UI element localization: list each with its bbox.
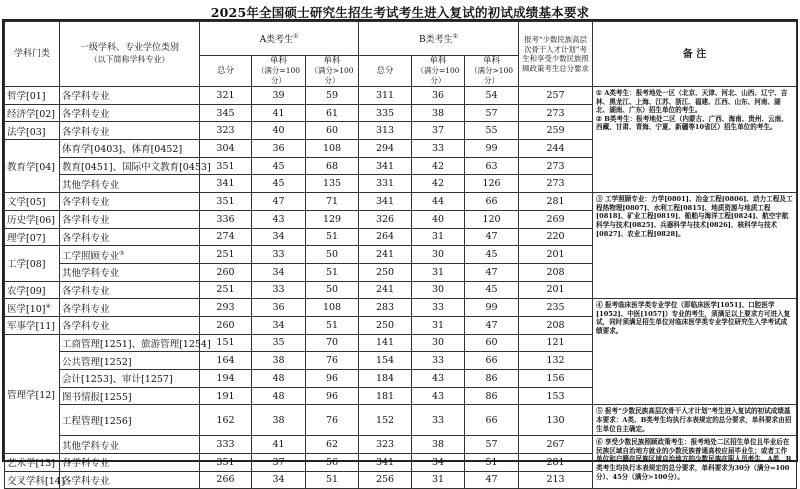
- score-b-single-100: 33: [412, 352, 465, 370]
- score-b-total: 152: [359, 405, 412, 436]
- score-a-single-gt100: 76: [306, 352, 359, 370]
- score-a-single-gt100: 56: [306, 453, 359, 471]
- score-b-single-100: 31: [412, 228, 465, 246]
- score-a-single-gt100: 68: [306, 157, 359, 175]
- category-cell: [5, 471, 65, 489]
- score-b-single-gt100: 120: [465, 210, 519, 228]
- score-b-single-100: 38: [412, 436, 465, 454]
- major-cell: [60, 157, 211, 175]
- score-b-single-gt100: 63: [465, 157, 519, 175]
- score-b-single-gt100: 126: [465, 175, 519, 193]
- header-b-single-100-label: 单科: [429, 56, 447, 66]
- score-b-single-gt100: 47: [465, 228, 519, 246]
- major-label: 公共管理[1252]: [62, 356, 132, 368]
- major-cell: [60, 299, 200, 317]
- score-b-single-100: 33: [412, 299, 465, 317]
- score-a-total: 162: [200, 405, 252, 436]
- category-cell: [5, 122, 60, 140]
- score-b-single-gt100: 57: [465, 436, 519, 454]
- score-b-total: 341: [359, 453, 412, 471]
- score-b-single-gt100: 99: [465, 299, 519, 317]
- score-a-single-100: 36: [252, 299, 306, 317]
- category-label: 管理学[12]: [7, 389, 56, 401]
- score-a-single-100: 48: [252, 387, 306, 405]
- score-b-single-gt100: 47: [465, 316, 519, 334]
- score-a-single-gt100: 51: [306, 471, 359, 489]
- score-b-single-100: 37: [412, 122, 465, 140]
- category-cell: [5, 334, 60, 453]
- header-a-single-100: [252, 56, 306, 87]
- score-a-total: 274: [200, 228, 252, 246]
- category-label: 哲学[01]: [7, 91, 46, 103]
- score-b-single-gt100: 66: [465, 352, 519, 370]
- footnote-marker: ④: [45, 302, 51, 310]
- table-row: [5, 405, 797, 436]
- score-b-single-100: 44: [412, 193, 465, 211]
- category-label: 教育学[04]: [7, 162, 56, 174]
- major-cell: [60, 263, 200, 281]
- header-group-b-label: B类考生: [419, 35, 453, 45]
- score-b-total: 250: [359, 263, 412, 281]
- major-label: 工商管理[1251]、旅游管理[1254]: [62, 338, 211, 350]
- score-b-total: 294: [359, 140, 412, 158]
- score-a-single-100: 34: [252, 471, 306, 489]
- score-b-total: 264: [359, 228, 412, 246]
- score-a-single-100: 45: [252, 157, 306, 175]
- score-a-total: 333: [200, 436, 252, 454]
- score-a-single-gt100: 51: [306, 263, 359, 281]
- score-b-single-gt100: 47: [465, 263, 519, 281]
- score-b-single-gt100: 86: [465, 370, 519, 388]
- category-label: 工学[08]: [7, 259, 46, 271]
- score-a-total: 321: [200, 87, 252, 105]
- major-label: 工程管理[1256]: [62, 416, 132, 428]
- score-b-total: 241: [359, 281, 412, 299]
- major-label: 各学科专业: [62, 285, 110, 297]
- major-label: 各学科专业: [62, 215, 110, 227]
- major-cell: [60, 352, 200, 370]
- major-label: 各学科专业: [62, 458, 110, 470]
- category-label: 军事学[11]: [7, 321, 56, 333]
- header-major-label: 一级学科、专业学位类别: [79, 43, 179, 53]
- score-b-single-gt100: 86: [465, 387, 519, 405]
- score-minority-total: 281: [519, 193, 593, 211]
- major-cell: [60, 122, 200, 140]
- major-label: 各学科专业: [62, 126, 110, 138]
- score-a-single-gt100: 108: [306, 140, 359, 158]
- score-minority-total: 156: [519, 370, 593, 388]
- score-b-total: 313: [359, 122, 412, 140]
- remarks-cell: [593, 436, 797, 489]
- score-a-single-gt100: 61: [306, 104, 359, 122]
- score-a-single-100: 48: [252, 370, 306, 388]
- score-minority-total: 208: [519, 263, 593, 281]
- major-cell: [60, 281, 200, 299]
- score-a-single-gt100: 129: [306, 210, 359, 228]
- score-minority-total: 244: [519, 140, 593, 158]
- score-b-total: 241: [359, 246, 412, 264]
- major-cell: [60, 436, 200, 454]
- header-b-single-100: [412, 56, 465, 87]
- score-minority-total: 121: [519, 334, 593, 352]
- score-a-total: 336: [200, 210, 252, 228]
- category-cell: [5, 281, 60, 299]
- score-b-single-100: 30: [412, 281, 465, 299]
- score-a-single-100: 38: [252, 352, 306, 370]
- score-a-single-gt100: 50: [306, 281, 359, 299]
- score-b-single-100: 31: [412, 263, 465, 281]
- score-minority-total: 269: [519, 210, 593, 228]
- score-a-total: 151: [200, 334, 252, 352]
- score-a-single-gt100: 70: [306, 334, 359, 352]
- score-a-total: 341: [200, 175, 252, 193]
- score-a-single-100: 34: [252, 316, 306, 334]
- major-cell: [60, 316, 200, 334]
- category-cell: [5, 104, 60, 122]
- score-b-total: 335: [359, 104, 412, 122]
- score-b-single-gt100: 55: [465, 122, 519, 140]
- remarks-cell: [593, 193, 797, 299]
- major-cell: [60, 246, 200, 264]
- header-group-a: A类考生①: [200, 22, 359, 56]
- score-a-total: 351: [200, 193, 252, 211]
- major-label: 其他学科专业: [62, 440, 120, 452]
- score-b-single-gt100: 47: [465, 471, 519, 489]
- score-a-single-gt100: 59: [306, 87, 359, 105]
- major-label: 其他学科专业: [62, 179, 120, 191]
- score-minority-total: 257: [519, 87, 593, 105]
- score-a-total: 194: [200, 370, 252, 388]
- score-minority-total: 201: [519, 246, 593, 264]
- major-label: 各学科专业: [62, 232, 110, 244]
- score-a-single-100: 33: [252, 281, 306, 299]
- header-major: [60, 22, 200, 87]
- category-label: 理学[07]: [7, 232, 46, 244]
- score-table-frame: [2, 19, 798, 487]
- category-cell: [5, 299, 60, 317]
- major-label: 其他学科专业: [62, 268, 120, 280]
- score-a-total: 293: [200, 299, 252, 317]
- header-remarks: 备 注: [593, 22, 797, 87]
- score-minority-total: 153: [519, 387, 593, 405]
- score-b-single-100: 31: [412, 316, 465, 334]
- score-a-single-gt100: 51: [306, 228, 359, 246]
- score-minority-total: 273: [519, 157, 593, 175]
- score-a-total: 323: [200, 122, 252, 140]
- header-b-single-gt100: [465, 56, 519, 87]
- score-a-total: 260: [200, 263, 252, 281]
- header-group-a-label: A类考生: [259, 35, 294, 45]
- remark-note: ④ 报考临床医学类专业学位（即临床医学[1051]、口腔医学[1052]、中医[1057]）专业的考生，须满足以上要求方可进入复试，同时须满足招生单位对临床医学类专业学位研究生入学考试成绩要求。: [596, 301, 791, 336]
- header-group-b: B类考生②: [359, 22, 519, 56]
- major-label: 各学科专业: [62, 91, 110, 103]
- score-b-single-100: 43: [412, 370, 465, 388]
- remark-note: ⑤ 报考“少数民族高层次骨干人才计划”考生进入复试的初试成绩基本要求：A类、B类考生均执行本表规定的总分要求，单科要求由招生单位自主确定。: [596, 407, 792, 433]
- score-a-total: 251: [200, 281, 252, 299]
- score-b-single-100: 34: [412, 453, 465, 471]
- header-a-single-gt100-sub: （满分>100分）: [310, 66, 354, 85]
- score-b-single-100: 43: [412, 387, 465, 405]
- score-b-total: 326: [359, 210, 412, 228]
- score-b-single-gt100: 99: [465, 140, 519, 158]
- major-cell: [60, 193, 200, 211]
- score-minority-total: 281: [519, 453, 593, 471]
- score-a-single-gt100: 62: [306, 436, 359, 454]
- header-major-sub: （以下简称学科专业）: [89, 55, 170, 64]
- score-a-total: 351: [200, 453, 252, 471]
- score-a-single-100: 41: [252, 436, 306, 454]
- header-b-total: 总分: [359, 56, 412, 87]
- category-label: 医学[10]: [7, 303, 46, 315]
- score-a-total: 260: [200, 316, 252, 334]
- score-table: [4, 21, 797, 489]
- category-label: 交叉学科[14]: [7, 475, 65, 487]
- category-cell: [5, 210, 60, 228]
- score-b-single-100: 40: [412, 210, 465, 228]
- score-a-single-gt100: 96: [306, 370, 359, 388]
- major-cell: [60, 453, 200, 471]
- score-a-single-100: 37: [252, 453, 306, 471]
- category-label: 历史学[06]: [7, 215, 56, 227]
- category-cell: [5, 228, 60, 246]
- major-cell: [60, 334, 211, 352]
- major-label: 图书情报[1255]: [62, 392, 132, 404]
- header-a-single-100-label: 单科: [269, 56, 287, 66]
- score-b-total: 184: [359, 370, 412, 388]
- score-b-single-gt100: 57: [465, 104, 519, 122]
- score-a-single-100: 41: [252, 104, 306, 122]
- major-label: 工学照顾专业: [62, 250, 120, 262]
- category-label: 文学[05]: [7, 197, 46, 209]
- score-minority-total: 208: [519, 316, 593, 334]
- table-row: [5, 87, 797, 105]
- score-a-single-100: 38: [252, 405, 306, 436]
- score-a-total: 251: [200, 246, 252, 264]
- category-cell: [5, 453, 60, 471]
- major-cell: [60, 175, 200, 193]
- score-b-single-gt100: 45: [465, 246, 519, 264]
- major-cell: [60, 104, 200, 122]
- score-a-single-100: 43: [252, 210, 306, 228]
- score-minority-total: 132: [519, 352, 593, 370]
- header-a-single-100-sub: （满分=100分）: [256, 66, 301, 85]
- score-b-single-100: 42: [412, 175, 465, 193]
- category-cell: [5, 246, 60, 281]
- score-b-single-100: 33: [412, 405, 465, 436]
- header-b-single-gt100-sub: （满分>100分）: [469, 66, 514, 85]
- page-title: 2025年全国硕士研究生招生考试考生进入复试的初试成绩基本要求: [210, 5, 590, 20]
- major-label: 各学科专业: [62, 321, 110, 333]
- major-label: 各学科专业: [62, 303, 110, 315]
- score-b-total: 341: [359, 193, 412, 211]
- score-b-single-gt100: 51: [465, 453, 519, 471]
- score-minority-total: 259: [519, 122, 593, 140]
- remarks-cell: [593, 87, 797, 193]
- score-b-single-gt100: 66: [465, 193, 519, 211]
- score-a-single-100: 34: [252, 263, 306, 281]
- score-b-single-gt100: 60: [465, 334, 519, 352]
- score-a-single-100: 35: [252, 334, 306, 352]
- major-label: 各学科专业: [62, 109, 110, 121]
- score-a-single-100: 33: [252, 246, 306, 264]
- category-label: 农学[09]: [7, 285, 46, 297]
- major-cell: [60, 405, 200, 436]
- score-b-single-gt100: 45: [465, 281, 519, 299]
- score-a-single-gt100: 51: [306, 316, 359, 334]
- major-label: 会计[1253]、审计[1257]: [62, 374, 173, 386]
- score-a-total: 191: [200, 387, 252, 405]
- score-b-single-100: 30: [412, 334, 465, 352]
- category-label: 艺术学[13]: [7, 458, 56, 470]
- header-minority: 报考“少数民族高层次骨干人才计划”考生和享受少数民族照顾政策考生总分要求: [519, 22, 593, 87]
- category-cell: [5, 140, 60, 193]
- score-b-single-100: 33: [412, 140, 465, 158]
- score-b-single-100: 31: [412, 471, 465, 489]
- remarks-cell: [593, 405, 797, 436]
- score-a-single-gt100: 50: [306, 246, 359, 264]
- score-minority-total: 273: [519, 104, 593, 122]
- score-b-total: 256: [359, 471, 412, 489]
- category-cell: [5, 87, 60, 105]
- score-a-single-100: 36: [252, 140, 306, 158]
- category-cell: [5, 193, 60, 211]
- score-minority-total: 267: [519, 436, 593, 454]
- header-b-single-100-sub: （满分=100分）: [416, 66, 460, 85]
- score-a-total: 304: [200, 140, 252, 158]
- score-b-single-100: 30: [412, 246, 465, 264]
- score-b-total: 154: [359, 352, 412, 370]
- major-label: 各学科专业: [62, 197, 110, 209]
- header-b-single-gt100-label: 单科: [483, 56, 501, 66]
- score-minority-total: 130: [519, 405, 593, 436]
- remark-note: ② B类考生：报考地处二区（内蒙古、广西、海南、贵州、云南、西藏、甘肃、青海、宁夏、新疆等10省区）招生单位的考生。: [596, 114, 788, 132]
- header-a-total: 总分: [200, 56, 252, 87]
- score-a-single-gt100: 60: [306, 122, 359, 140]
- remark-note: ③ 工学照顾专业：力学[0801]、冶金工程[0806]、动力工程及工程热物理[0807]、水利工程[0815]、地质资源与地质工程[0818]、矿业工程[0819]、船舶与海洋工程[0824]、航空宇航科学与技术[0825]、兵器科学与技术[0826]、核科学与技术[0827]、农业工程[0828]。: [596, 195, 793, 238]
- score-minority-total: 201: [519, 281, 593, 299]
- footnote-marker: ③: [119, 249, 125, 257]
- remark-note: ⑥ 享受少数民族照顾政策考生：报考地处二区招生单位且毕业后在民族区域自治地方就业的少数民族普通高校应届毕业生；或者工作单位和户籍在民族区域自治地方的少数民族在职人员考生。A类、B类考生均执行本表规定的总分要求，单科要求为30分（满分=100分）、45分（满分>100分）。: [596, 438, 792, 481]
- major-cell: [60, 387, 200, 405]
- major-cell: [60, 87, 200, 105]
- remark-note: ① A类考生：报考地处一区（北京、天津、河北、山西、辽宁、吉林、黑龙江、上海、江苏、浙江、福建、江西、山东、河南、湖北、湖南、广东）招生单位的考生。: [596, 89, 788, 115]
- score-minority-total: 213: [519, 471, 593, 489]
- score-a-single-100: 47: [252, 193, 306, 211]
- major-label: 教育[0451]、国际中文教育[0453]: [62, 162, 211, 174]
- score-b-total: 250: [359, 316, 412, 334]
- score-b-total: 341: [359, 157, 412, 175]
- major-cell: [60, 228, 200, 246]
- score-a-single-100: 34: [252, 228, 306, 246]
- score-b-total: 181: [359, 387, 412, 405]
- major-label: 各学科专业: [62, 475, 110, 487]
- score-a-single-100: 40: [252, 122, 306, 140]
- category-cell: [5, 316, 60, 334]
- score-b-total: 141: [359, 334, 412, 352]
- score-b-single-100: 42: [412, 157, 465, 175]
- score-b-total: 323: [359, 436, 412, 454]
- score-a-single-100: 39: [252, 87, 306, 105]
- score-b-total: 283: [359, 299, 412, 317]
- category-label: 经济学[02]: [7, 109, 56, 121]
- score-b-total: 311: [359, 87, 412, 105]
- major-label: 体育学[0403]、体育[0452]: [62, 144, 183, 156]
- score-a-single-gt100: 135: [306, 175, 359, 193]
- score-minority-total: 273: [519, 175, 593, 193]
- table-row: [5, 436, 797, 454]
- score-a-single-gt100: 76: [306, 405, 359, 436]
- score-b-single-gt100: 54: [465, 87, 519, 105]
- score-a-total: 351: [200, 157, 252, 175]
- major-cell: [60, 140, 200, 158]
- header-a-single-gt100-label: 单科: [323, 56, 341, 66]
- score-a-single-gt100: 108: [306, 299, 359, 317]
- major-cell: [60, 471, 200, 489]
- score-a-single-100: 45: [252, 175, 306, 193]
- category-label: 法学[03]: [7, 126, 46, 138]
- score-minority-total: 220: [519, 228, 593, 246]
- table-row: [5, 193, 797, 211]
- major-cell: [60, 210, 200, 228]
- score-b-single-100: 38: [412, 104, 465, 122]
- header-category: 学科门类: [5, 22, 60, 87]
- score-b-single-100: 36: [412, 87, 465, 105]
- header-a-single-gt100: [306, 56, 359, 87]
- table-row: [5, 299, 797, 317]
- score-a-total: 164: [200, 352, 252, 370]
- score-a-total: 345: [200, 104, 252, 122]
- score-b-single-gt100: 66: [465, 405, 519, 436]
- score-a-total: 266: [200, 471, 252, 489]
- remarks-cell: [593, 299, 797, 405]
- score-b-total: 331: [359, 175, 412, 193]
- major-cell: [60, 370, 200, 388]
- score-minority-total: 235: [519, 299, 593, 317]
- score-a-single-gt100: 96: [306, 387, 359, 405]
- score-a-single-gt100: 71: [306, 193, 359, 211]
